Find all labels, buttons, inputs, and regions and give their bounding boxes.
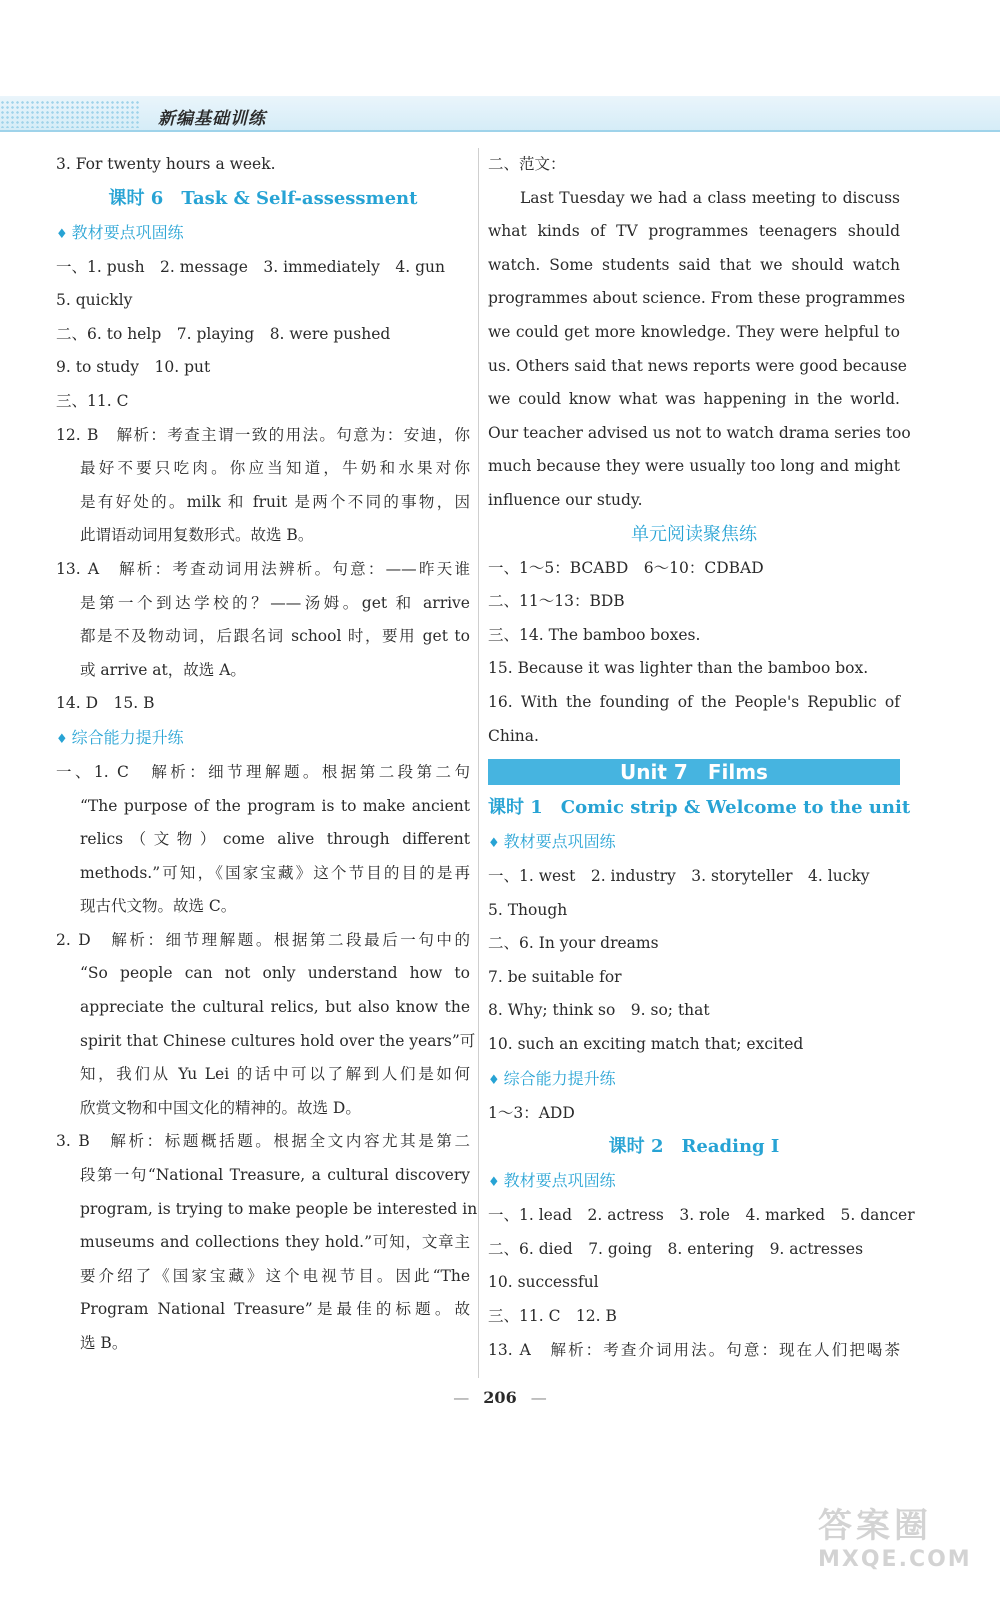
diamond-icon: ♦ <box>56 731 68 747</box>
answer-line: 1～3：ADD <box>488 1103 575 1122</box>
page-number-value: 206 <box>483 1388 517 1407</box>
left-column <box>56 148 478 1361</box>
essay-line: much because they were usually too long and might <box>488 457 900 476</box>
explanation-line: 13. A 解析：考查动词用法辨析。句意：——昨天谁 <box>56 559 470 578</box>
answer-line: 14. D 15. B <box>56 694 155 713</box>
answer-line: 9. to study 10. put <box>56 358 211 377</box>
explanation-line: methods.”可知，《国家宝藏》这个节目的目的是再 <box>80 863 470 882</box>
explanation-line: 知，我们从 Yu Lei 的话中可以了解到人们是如何 <box>80 1065 470 1084</box>
section-title <box>56 721 470 756</box>
answer-line: 三、11. C 12. B <box>488 1307 617 1326</box>
explanation-line: appreciate the cultural relics, but also know the <box>80 998 470 1017</box>
answer-line: China. <box>488 726 539 745</box>
section-title-label: 综合能力提升练 <box>71 727 184 747</box>
answer-line: 3. For twenty hours a week. <box>56 155 276 173</box>
explanation-line: “The purpose of the program is to make ancient <box>80 796 470 815</box>
book-series-title: 新编基础训练 <box>158 109 266 129</box>
answer-line: 二、6. died 7. going 8. entering 9. actresses <box>488 1239 864 1258</box>
explanation-line: 12. B 解析：考查主谓一致的用法。句意为：安迪，你 <box>56 425 470 444</box>
answer-line: 二、11～13：BDB <box>488 592 625 611</box>
header-rule <box>0 130 1000 132</box>
section-title <box>488 1164 900 1199</box>
lesson-title: 课时 1 Comic strip & Welcome to the unit <box>488 797 911 819</box>
essay-line: we could get more knowledge. They were helpful to <box>488 322 900 341</box>
explanation-line: 欣赏文物和中国文化的精神的。故选 D。 <box>80 1098 361 1117</box>
diamond-icon: ♦ <box>56 226 68 242</box>
answer-line: 三、14. The bamboo boxes. <box>488 625 701 644</box>
explanation-line: 段第一句“National Treasure, a cultural discovery <box>80 1166 470 1185</box>
explanation-line: 最好不要只吃肉。你应当知道，牛奶和水果对你 <box>80 459 470 478</box>
answer-line: 三、11. C <box>56 391 129 410</box>
unit-banner: Unit 7 Films <box>488 759 900 785</box>
diamond-icon: ♦ <box>488 1072 500 1088</box>
section-title-label: 教材要点巩固练 <box>503 832 616 852</box>
essay-line: Last Tuesday we had a class meeting to discuss <box>520 188 900 207</box>
column-divider <box>478 148 479 1378</box>
diamond-icon: ♦ <box>488 836 500 852</box>
explanation-line: program, is trying to make people be interested in <box>80 1199 478 1218</box>
explanation-line: Program National Treasure”是最佳的标题。故 <box>80 1300 470 1319</box>
explanation-line: 是有好处的。milk 和 fruit 是两个不同的事物，因 <box>80 492 470 511</box>
answer-line: 5. Though <box>488 900 568 919</box>
section-title <box>488 1062 900 1097</box>
explanation-line: relics（文物）come alive through different <box>80 830 470 849</box>
diamond-icon: ♦ <box>488 1175 500 1191</box>
answer-line: 二、6. to help 7. playing 8. were pushed <box>56 324 391 343</box>
explanation-line: 现古代文物。故选 C。 <box>80 897 237 916</box>
essay-line: we could know what was happening in the world. <box>488 390 900 409</box>
answer-line: 10. such an exciting match that; excited <box>488 1035 804 1054</box>
answer-line: 8. Why; think so 9. so; that <box>488 1001 710 1020</box>
answer-line: 一、1～5：BCABD 6～10：CDBAD <box>488 558 764 577</box>
lesson-title: 课时 6 Task & Self-assessment <box>108 187 418 209</box>
answer-line: 一、1. lead 2. actress 3. role 4. marked 5. dancer <box>488 1206 915 1225</box>
answer-line: 16. With the founding of the People's Republic of <box>488 692 900 711</box>
section-title-label: 教材要点巩固练 <box>503 1171 616 1191</box>
explanation-line: spirit that Chinese cultures hold over the years”可 <box>80 1031 476 1050</box>
section-title <box>56 216 470 251</box>
answer-line: 5. quickly <box>56 291 133 310</box>
watermark-bottom-text: MXQE.COM <box>818 1547 972 1572</box>
explanation-line: museums and collections they hold.”可知，文章主 <box>80 1233 470 1252</box>
essay-line: influence our study. <box>488 490 643 509</box>
explanation-line: “So people can not only understand how to <box>80 964 470 983</box>
explanation-line: 3. B 解析：标题概括题。根据全文内容尤其是第二 <box>56 1132 470 1151</box>
explanation-line: 13. A 解析：考查介词用法。句意：现在人们把喝茶 <box>488 1340 900 1359</box>
header-dot-pattern <box>0 100 140 128</box>
explanation-line: 或 arrive at，故选 A。 <box>80 660 246 679</box>
lesson-title: 课时 2 Reading Ⅰ <box>608 1136 780 1158</box>
answer-line: 一、1. push 2. message 3. immediately 4. gun <box>56 257 445 276</box>
essay-line: what kinds of TV programmes teenagers should <box>488 222 900 241</box>
answer-line: 二、6. In your dreams <box>488 934 659 953</box>
page-number <box>0 1388 1000 1407</box>
section-title-label: 教材要点巩固练 <box>71 222 184 242</box>
answer-line: 10. successful <box>488 1273 599 1292</box>
answer-line: 一、1. west 2. industry 3. storyteller 4. lucky <box>488 867 870 886</box>
essay-line: programmes about science. From these programmes <box>488 289 906 308</box>
dash-right: — <box>530 1388 547 1407</box>
explanation-line: 此谓语动词用复数形式。故选 B。 <box>80 526 314 545</box>
answer-line: 7. be suitable for <box>488 967 622 986</box>
explanation-line: 2. D 解析：细节理解题。根据第二段最后一句中的 <box>56 930 470 949</box>
dash-left: — <box>453 1388 470 1407</box>
watermark-logo <box>818 1498 988 1578</box>
answer-line: 15. Because it was lighter than the bamboo box. <box>488 659 869 678</box>
watermark-top-text: 答案圈 <box>818 1506 932 1546</box>
explanation-line: 都是不及物动词，后跟名词 school 时，要用 get to <box>80 627 470 646</box>
essay-line: us. Others said that news reports were good because <box>488 356 907 375</box>
right-column <box>488 148 915 1367</box>
explanation-line: 要介绍了《国家宝藏》这个电视节目。因此“The <box>80 1266 470 1285</box>
explanation-line: 选 B。 <box>80 1334 128 1352</box>
section-title-label: 综合能力提升练 <box>503 1068 616 1088</box>
essay-line: watch. Some students said that we should watch <box>488 255 900 274</box>
answer-line: 二、范文： <box>488 155 566 173</box>
explanation-line: 一、1. C 解析：细节理解题。根据第二段第二句 <box>56 762 470 781</box>
section-title <box>488 825 900 860</box>
essay-line: Our teacher advised us not to watch drama series too <box>488 423 911 442</box>
explanation-line: 是第一个到达学校的？——汤姆。get 和 arrive <box>80 593 470 612</box>
unit-reading-heading: 单元阅读聚焦练 <box>631 523 757 545</box>
header-band <box>0 96 1000 132</box>
